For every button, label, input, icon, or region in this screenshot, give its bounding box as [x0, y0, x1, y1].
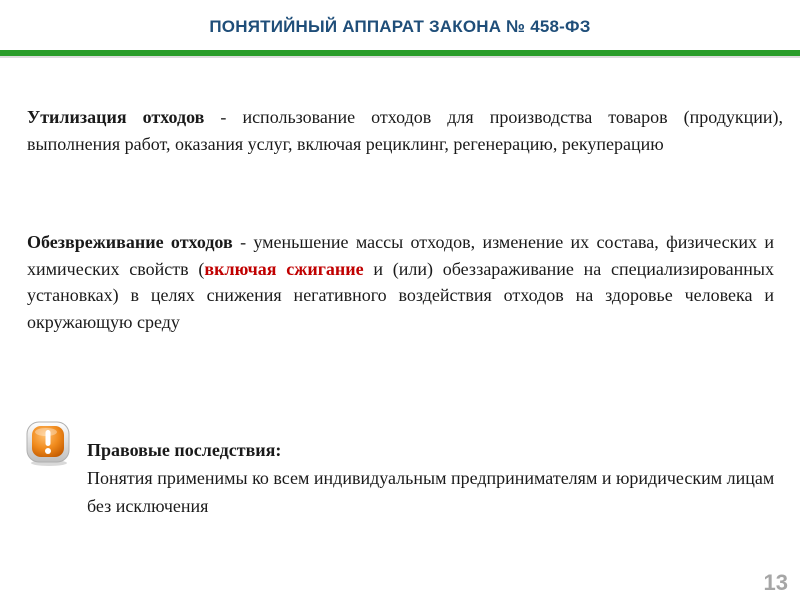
- consequences-text: Понятия применимы ко всем индивидуальным предпринимателям и юридическим лицам без исключения: [87, 468, 775, 516]
- definition-neutralization: [27, 229, 774, 335]
- definition-term: Утилизация отходов: [27, 107, 205, 127]
- definition-recycling: [27, 104, 783, 157]
- consequences-heading: Правовые последствия:: [87, 440, 282, 460]
- definition-text: использование отходов для производства товаров (продукции), выполнения работ, оказания услуг, включая рециклинг, регенерацию, рекуперацию: [27, 107, 783, 154]
- definition-text-before: уменьшение массы отходов, изменение их состава, физических и химических свойств (: [27, 232, 774, 279]
- page-number: 13: [763, 570, 788, 595]
- title-underline-shadow: [0, 56, 800, 58]
- definition-highlight: включая сжигание: [204, 258, 364, 279]
- definition-separator: -: [204, 107, 243, 127]
- definition-text-after: и (или) обеззараживание на специализированных установках) в целях снижения негативного воздействия отходов на здоровье человека и окружающую среду: [27, 258, 774, 332]
- definition-term: Обезвреживание отходов: [27, 232, 233, 252]
- slide-title: ПОНЯТИЙНЫЙ АППАРАТ ЗАКОНА № 458-ФЗ: [209, 17, 591, 36]
- warning-exclamation-icon: [26, 421, 72, 467]
- legal-consequences: [87, 436, 787, 520]
- definition-separator: -: [232, 232, 254, 252]
